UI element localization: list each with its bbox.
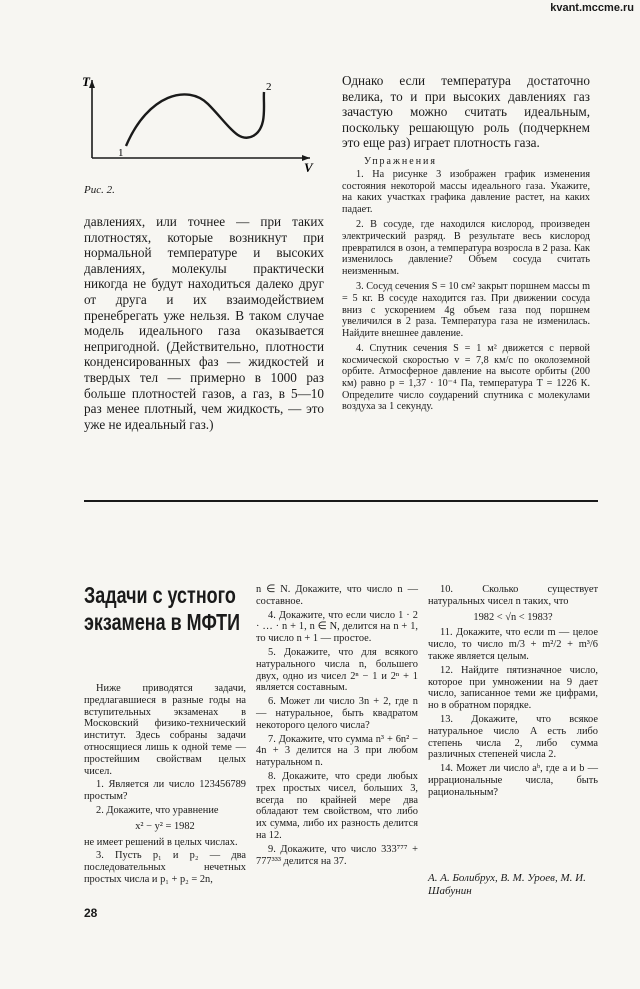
figure-graph — [78, 74, 318, 184]
figure-caption: Рис. 2. — [84, 184, 115, 196]
problem-paragraph: 11. Докажите, что если m — целое число, то число m/3 + m²/2 + m³/6 также является целым. — [428, 627, 598, 662]
page-number: 28 — [84, 906, 98, 920]
problem-paragraph: не имеет решений в целых числах. — [84, 836, 238, 848]
formula: 1982 < √n < 1983? — [473, 611, 553, 623]
axis-x-label: V — [304, 160, 313, 175]
exercise-item: 3. Сосуд сечения S = 10 см² закрыт поршнем массы m = 5 кг. В сосуде находится газ. При движении сосуда вниз с ускорением 4g объем газа под поршнем увеличился в 2 раза. Температура газа не изменилась. Найдите внешнее давление. — [342, 281, 590, 339]
exercise-item: 1. На рисунке 3 изображен график изменения состояния некоторой массы идеального газа. Укажите, на каких участках графика давление растет, на каких падает. — [342, 168, 590, 215]
exercises-title: Упражнения — [364, 155, 437, 167]
article-column-2 — [256, 584, 418, 869]
problem-paragraph: 1. Является ли число 123456789 простым? — [84, 779, 246, 803]
point-2-label: 2 — [266, 81, 272, 93]
article-title: Задачи с устного экзамена в МФТИ — [84, 582, 241, 635]
state-curve — [126, 92, 264, 146]
problem-paragraph: 10. Сколько существует натуральных чисел n таких, что — [428, 584, 598, 607]
site-url: kvant.mccme.ru — [550, 2, 634, 14]
problem-paragraph: 2. Докажите, что уравнение — [96, 804, 219, 816]
problem-paragraph: 7. Докажите, что сумма n³ + 6n² − 4n + 3 делится на 3 при любом натуральном n. — [256, 733, 418, 769]
exercise-item: 2. В сосуде, где находился кислород, произведен электрический разряд. В результате весь кислород превратился в озон, а температура возросла в 2 раза. Как изменилось давление? Объем сосуда считать неизменным. — [342, 219, 590, 277]
section-divider — [84, 500, 598, 502]
right-lead-paragraph: Однако если температура достаточно велика, то и при высоких давлениях газ зачастую можно считать идеальным, поскольку решающую роль (подчеркнем это еще раз) играет плотность газа. — [342, 73, 590, 151]
problem-paragraph: 4. Докажите, что если число 1 · 2 · … · n + 1, n ∈ N, делится на n + 1, то число n + 1 — простое. — [256, 609, 418, 645]
problem-paragraph: 6. Может ли число 3n + 2, где n — натуральное, быть квадратом некоторого целого числа? — [256, 696, 418, 731]
article-column-3 — [428, 584, 598, 801]
right-column — [342, 73, 590, 417]
problem-paragraph: 9. Докажите, что число 333⁷⁷⁷ + 777³³³ делится на 37. — [256, 843, 418, 867]
exercise-item: 4. Спутник сечения S = 1 м² движется с первой космической скоростью v = 7,8 км/с по околоземной орбите. Атмосферное давление на высоте орбиты (200 км) равно p = 1,37 · 10⁻⁴ Па, температура T = 1226 К. Определите число соударений спутника с молекулами воздуха за 1 секунду. — [342, 343, 590, 413]
problem-paragraph: 14. Может ли число aᵇ, где a и b — иррациональные числа, быть рациональным? — [428, 763, 598, 798]
problem-paragraph: 5. Докажите, что для всякого натурального числа n, большего двух, одно из чисел 2ⁿ − 1 и 2ⁿ + 1 является составным. — [256, 646, 418, 694]
problem-paragraph: 12. Найдите пятизначное число, которое при умножении на 9 дает число, записанное теми же цифрами, но в обратном порядке. — [428, 664, 598, 712]
article-column-1 — [84, 683, 246, 888]
axis-y-label: T — [82, 74, 90, 89]
left-column-text: давлениях, или точнее — при таких плотностях, которые возникнут при нормальной температуре и высоких давлениях, молекулы практически никогда не будут находиться далеко друг от друга и их взаимодействием пренебрегать уже нельзя. В таком случае модель идеального газа оказывается непригодной. (Действительно, плотности конденсированных фаз — жидкостей и твердых тел — примерно в 1000 раз больше плотностей газов, а газ, в 5—10 раз менее плотный, чем жидкость, — это уже не идеальный газ.) — [84, 214, 324, 432]
problem-paragraph: 8. Докажите, что среди любых трех простых чисел, больших 3, всегда по крайней мере два обладают тем свойством, что либо их сумма, либо их разность делится на 12. — [256, 770, 418, 841]
problem-paragraph: 13. Докажите, что всякое натуральное число A есть либо степень числа 2, либо сумма различных степеней числа 2. — [428, 713, 598, 761]
point-1-label: 1 — [118, 147, 124, 159]
formula: x² − y² = 1982 — [135, 820, 195, 832]
problem-paragraph: Ниже приводятся задачи, предлагавшиеся в разные годы на вступительных экзаменах в Московский физико-технический институт. Здесь собраны задачи относящиеся лишь к одной теме — простейшим свойствам целых чисел. — [84, 683, 246, 777]
problem-paragraph: 3. Пусть p₁ и p₂ — два последовательных нечетных простых числа и p₁ + p₂ = 2n, — [84, 850, 246, 885]
problem-paragraph: n ∈ N. Докажите, что число n — составное. — [256, 584, 418, 607]
article-authors: А. А. Болибрух, В. М. Уроев, М. И. Шабунин — [428, 872, 586, 897]
